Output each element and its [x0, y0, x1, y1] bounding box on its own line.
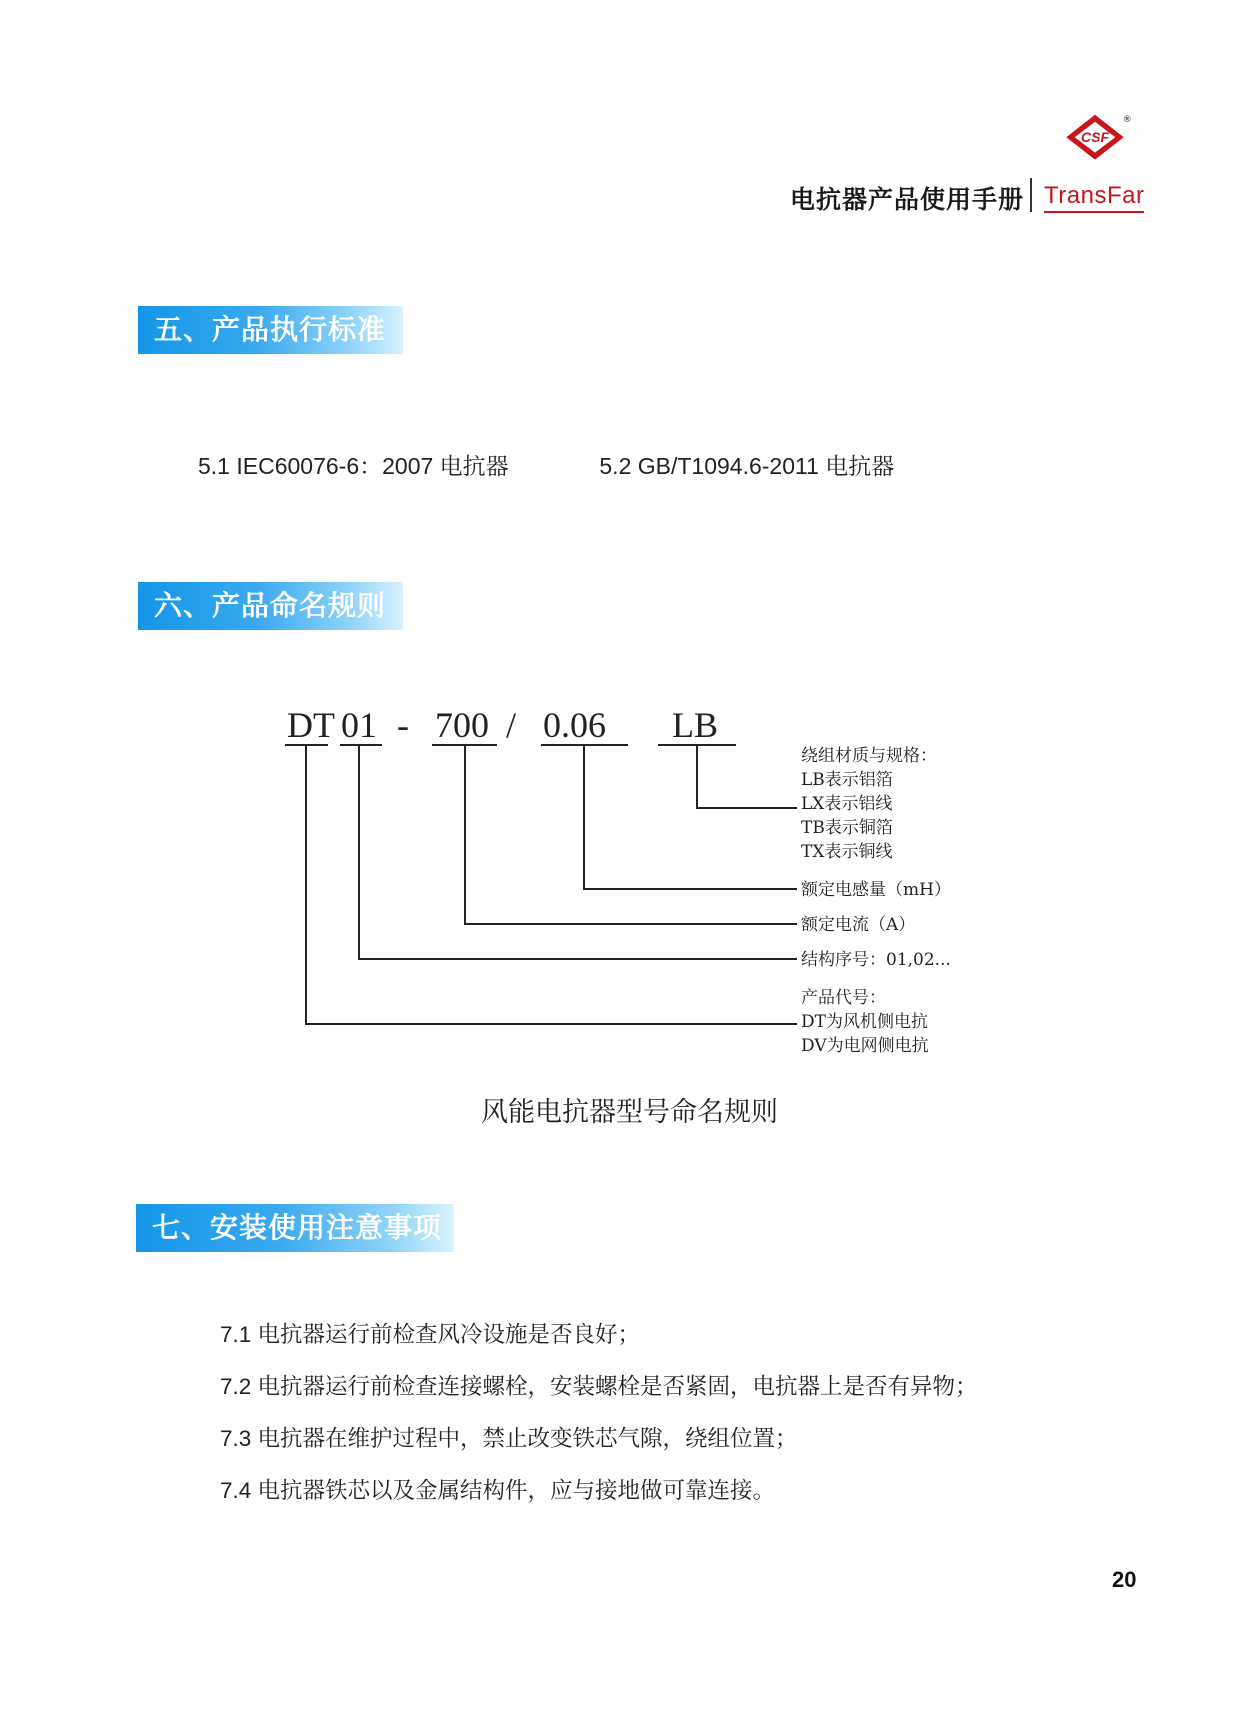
code-part-material: LB [672, 705, 719, 745]
label-current: 额定电流（A） [801, 915, 916, 935]
note-item: 7.3 电抗器在维护过程中，禁止改变铁芯气隙，绕组位置； [220, 1426, 798, 1451]
code-part-dt: DT [287, 705, 335, 745]
connector-material [697, 745, 797, 808]
section-heading-standards: 五、产品执行标准 [138, 306, 403, 354]
connector-current [465, 745, 797, 924]
label-inductance: 额定电感量（mH） [801, 880, 951, 900]
label-product-dt: DT为风机侧电抗 [801, 1012, 928, 1032]
standard-item: 5.2 GB/T1094.6-2011 电抗器 [599, 453, 895, 479]
label-winding-tx: TX表示铜线 [801, 842, 893, 862]
connector-product [306, 745, 797, 1024]
connector-structure [359, 745, 797, 959]
page-number: 20 [1112, 1567, 1137, 1592]
note-item: 7.2 电抗器运行前检查连接螺栓，安装螺栓是否紧固，电抗器上是否有异物； [220, 1374, 978, 1399]
installation-notes [220, 1315, 978, 1523]
label-winding-lx: LX表示铝线 [801, 794, 893, 814]
label-product-title: 产品代号： [801, 988, 886, 1008]
diagram-caption: 风能电抗器型号命名规则 [481, 1097, 778, 1128]
label-product-dv: DV为电网侧电抗 [801, 1036, 929, 1056]
note-item: 7.1 电抗器运行前检查风冷设施是否良好； [220, 1322, 641, 1347]
section-heading-naming: 六、产品命名规则 [138, 582, 403, 630]
csf-logo-icon [1040, 112, 1150, 182]
section-heading-installation: 七、安装使用注意事项 [136, 1204, 454, 1252]
code-part-dash: - [397, 705, 409, 745]
code-part-inductance: 0.06 [543, 705, 606, 745]
registered-mark: ® [1122, 114, 1132, 125]
header-divider [1030, 178, 1032, 212]
code-part-slash: / [506, 705, 517, 745]
note-item: 7.4 电抗器铁芯以及金属结构件，应与接地做可靠连接。 [220, 1478, 776, 1503]
standard-item: 5.1 IEC60076-6：2007 电抗器 [198, 453, 509, 479]
naming-rule-diagram [260, 690, 980, 1070]
code-part-current: 700 [435, 705, 489, 745]
logo-text: CSF [1081, 129, 1109, 146]
label-winding-title: 绕组材质与规格： [801, 746, 937, 766]
label-structure: 结构序号：01,02... [801, 950, 951, 970]
connector-inductance [584, 745, 797, 889]
brand-name: TransFar [1044, 182, 1144, 213]
label-winding-lb: LB表示铝箔 [801, 770, 893, 790]
manual-title: 电抗器产品使用手册 [790, 185, 1025, 214]
label-winding-tb: TB表示铜箔 [801, 818, 893, 838]
code-part-structure: 01 [341, 705, 377, 745]
standards-line [198, 448, 894, 481]
